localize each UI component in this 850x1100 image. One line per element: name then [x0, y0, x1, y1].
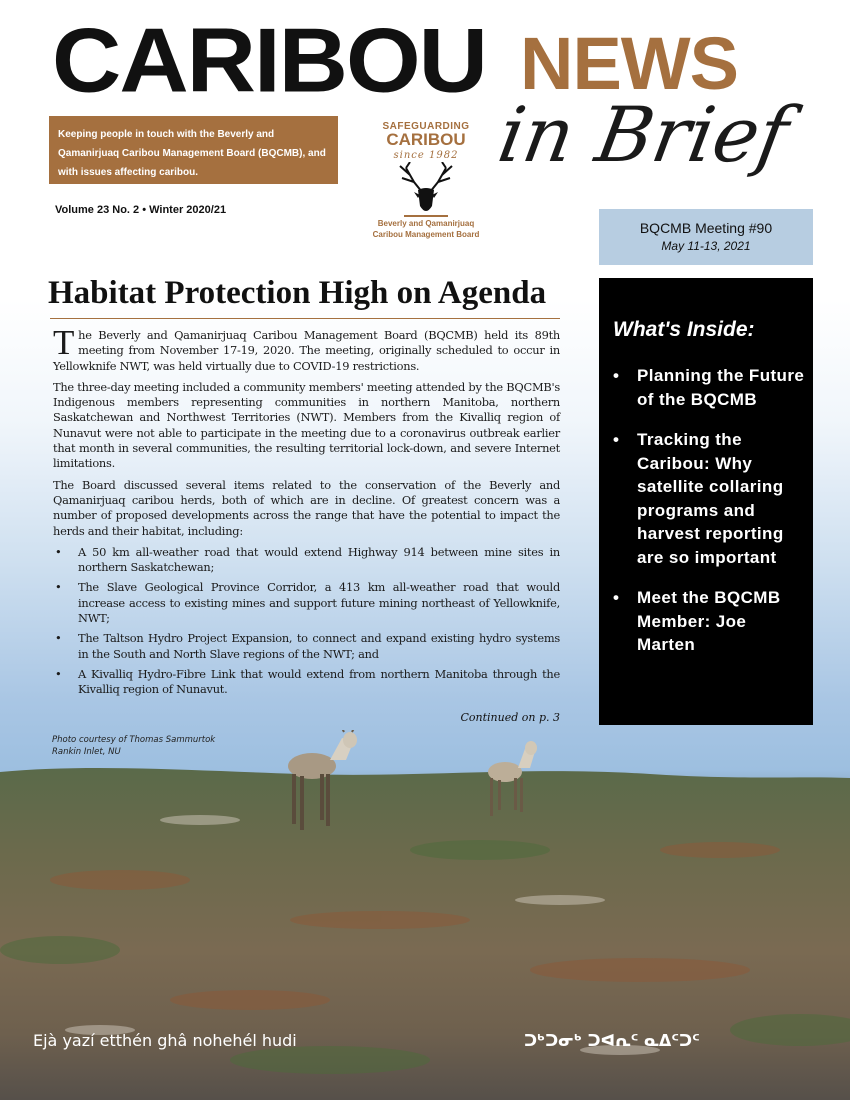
meeting-date: May 11-13, 2021 [661, 239, 751, 253]
meeting-title: BQCMB Meeting #90 [639, 220, 773, 236]
masthead-caribou: CARIBOU [52, 9, 486, 112]
photo-credit-line2: Rankin Inlet, NU [52, 747, 121, 757]
masthead-in-brief: in Brief [492, 90, 795, 179]
meeting-box [599, 209, 813, 265]
logo-since: since 1982 [393, 150, 459, 161]
article-body [53, 323, 560, 703]
tagline-text: Keeping people in touch with the Beverly and Qamanirjuaq Caribou Management Board (BQCMB), and with issues affecting caribou. [58, 129, 326, 178]
dene-motto: Ejà yazí etthén ghâ nohehél hudi [33, 1031, 297, 1050]
whats-inside-title: What's Inside: [613, 318, 755, 341]
volume-info: Volume 23 No. 2 • Winter 2020/21 [55, 204, 227, 216]
inside-item-planning[interactable]: • Planning the Future of the BQCMB [611, 364, 807, 411]
logo-board-line1: Beverly and Qamanirjuaq [377, 219, 475, 228]
continued-link[interactable]: Continued on p. 3 [460, 711, 560, 724]
inside-item-tracking[interactable]: • Tracking the Caribou: Why satellite collaring programs and harvest reporting are so important [611, 428, 807, 569]
logo-board-line2: Caribou Management Board [372, 230, 480, 239]
article-paragraph-3: The Board discussed several items related to the conservation of the Beverly and Qamanirjuaq caribou herds, both of which are in decline. Of greatest concern was a number of proposed developments across the range that have the potential to impact the herds and their habitat, including: [53, 477, 560, 538]
inside-item-member[interactable]: • Meet the BQCMB Member: Joe Marten [611, 586, 807, 657]
drop-cap: T [53, 323, 75, 362]
tagline-box [49, 116, 338, 184]
headline-rule [50, 318, 560, 319]
list-item: • The Slave Geological Province Corridor, a 413 km all-weather road that would increase access to existing mines and support future mining northeast of Yellowknife, NWT; [53, 580, 560, 626]
inuktitut-motto: ᑐᒃᑐᓂᒃ ᑐᐊᕆᑦ ᓇᐃᑦᑐᑦ [524, 1031, 700, 1050]
whats-inside-list [611, 364, 807, 674]
article-headline: Habitat Protection High on Agenda [48, 275, 547, 311]
list-item: • A 50 km all-weather road that would extend Highway 914 between mine sites in northern Saskatchewan; [53, 545, 560, 576]
logo-caribou: CARIBOU [386, 130, 466, 149]
bqcmb-logo [372, 112, 480, 247]
masthead-news: NEWS [520, 22, 738, 105]
logo-safeguarding: SAFEGUARDING [382, 121, 470, 132]
whats-inside-box [599, 278, 813, 725]
caribou-head-icon [392, 162, 460, 218]
list-item: • A Kivalliq Hydro-Fibre Link that would extend from northern Manitoba through the Kivalliq region of Nunavut. [53, 667, 560, 698]
list-item: • The Taltson Hydro Project Expansion, to connect and expand existing hydro systems in the South and North Slave regions of the NWT; and [53, 631, 560, 662]
development-list [53, 545, 560, 698]
paragraph-1-text: he Beverly and Qamanirjuaq Caribou Management Board (BQCMB) held its 89th meeting from November 17-19, 2020. The meeting, originally scheduled to occur in Yellowknife NWT, was held virtually due to COVID-19 restrictions. [53, 328, 560, 373]
article-paragraph-1 [53, 323, 560, 374]
photo-credit-line1: Photo courtesy of Thomas Sammurtok [52, 735, 216, 745]
photo-credit [52, 734, 252, 758]
article-paragraph-2: The three-day meeting included a community members' meeting attended by the BQCMB's Indigenous members representing communities in northern Manitoba, northern Saskatchewan and Northwest Territories (NWT). Members from the Kivalliq region of Nunavut were not able to participate in the meeting due to a coronavirus outbreak earlier that month in several communities, the resulting territorial lock-down, and severe Internet limitations. [53, 379, 560, 471]
